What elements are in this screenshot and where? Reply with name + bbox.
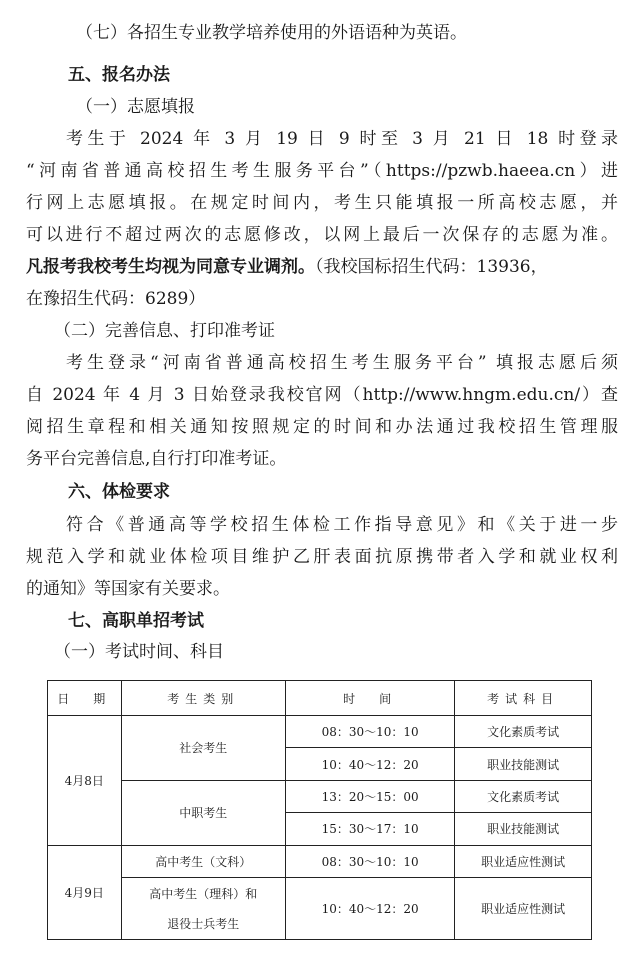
time-cell: 13：20～15：00: [285, 780, 454, 812]
category-cell: 高中考生（文科）: [121, 845, 285, 877]
header-time: 时 间: [285, 681, 454, 716]
subject-cell: 职业适应性测试: [455, 878, 592, 940]
category-cell: 中职考生: [121, 780, 285, 845]
exam-schedule-table: [47, 680, 592, 940]
table-row: [48, 716, 592, 748]
para-5-2-line-2: 自 2024 年 4 月 3 日始登录我校官网（http://www.hngm.edu.cn/）查: [26, 385, 618, 405]
header-subject: 考试科目: [455, 681, 592, 716]
section-5-heading: 五、报名办法: [68, 65, 170, 85]
header-category: 考生类别: [121, 681, 285, 716]
table-row: [48, 780, 592, 812]
para-5-2-line-4: 务平台完善信息,自行打印准考证。: [26, 449, 287, 469]
para-5-1-line-4: 可以进行不超过两次的志愿修改，以网上最后一次保存的志愿为准。: [26, 225, 618, 245]
header-date: 日 期: [48, 681, 122, 716]
time-cell: 15：30～17：10: [285, 813, 454, 845]
section-7-heading: 七、高职单招考试: [68, 611, 204, 631]
time-cell: 08：30～10：10: [285, 845, 454, 877]
time-cell: 10：40～12：20: [285, 748, 454, 780]
time-cell: 08：30～10：10: [285, 716, 454, 748]
enrollment-code-text: （我校国标招生代码：13936，: [315, 257, 548, 277]
para-6-line-3: 的通知》等国家有关要求。: [26, 579, 230, 599]
subsection-5-2-heading: （二）完善信息、打印准考证: [54, 321, 275, 341]
subject-cell: 文化素质考试: [455, 716, 592, 748]
subject-cell: 职业适应性测试: [455, 845, 592, 877]
subject-cell: 职业技能测试: [455, 748, 592, 780]
table-row: [48, 845, 592, 877]
category-line: 退役士兵考生: [167, 916, 240, 931]
para-5-1-line-3: 行网上志愿填报。在规定时间内，考生只能填报一所高校志愿，并: [26, 193, 618, 213]
subsection-7-1-heading: （一）考试时间、科目: [54, 642, 224, 662]
date-cell: 4月8日: [48, 716, 122, 846]
para-5-1-line-6: 在豫招生代码：6289）: [26, 289, 206, 309]
table-header-row: [48, 681, 592, 716]
para-6-line-1: 符合《普通高等学校招生体检工作指导意见》和《关于进一步: [66, 515, 618, 535]
time-cell: 10：40～12：20: [285, 878, 454, 940]
subject-cell: 文化素质考试: [455, 780, 592, 812]
adjustment-notice: 凡报考我校考生均视为同意专业调剂。: [26, 257, 315, 277]
para-5-1-line-2: “河南省普通高校招生考生服务平台”（https://pzwb.haeea.cn）进: [26, 161, 618, 181]
para-5-2-line-1: 考生登录“河南省普通高校招生考生服务平台” 填报志愿后须: [66, 353, 618, 373]
date-cell: 4月9日: [48, 845, 122, 939]
subsection-5-1-heading: （一）志愿填报: [76, 97, 195, 117]
subject-cell: 职业技能测试: [455, 813, 592, 845]
table-row: [48, 878, 592, 940]
para-5-2-line-3: 阅招生章程和相关通知按照规定的时间和办法通过我校招生管理服: [26, 417, 618, 437]
category-line: 高中考生（理科）和: [149, 886, 258, 901]
para-6-line-2: 规范入学和就业体检项目维护乙肝表面抗原携带者入学和就业权利: [26, 547, 618, 567]
category-cell: 社会考生: [121, 716, 285, 781]
para-5-1-line-1: 考生于 2024 年 3 月 19 日 9 时至 3 月 21 日 18 时登录: [66, 129, 618, 149]
section-6-heading: 六、体检要求: [68, 482, 170, 502]
para-5-1-line-5: [26, 256, 548, 278]
category-cell: [121, 878, 285, 940]
clause-7-text: （七）各招生专业教学培养使用的外语语种为英语。: [76, 23, 467, 43]
